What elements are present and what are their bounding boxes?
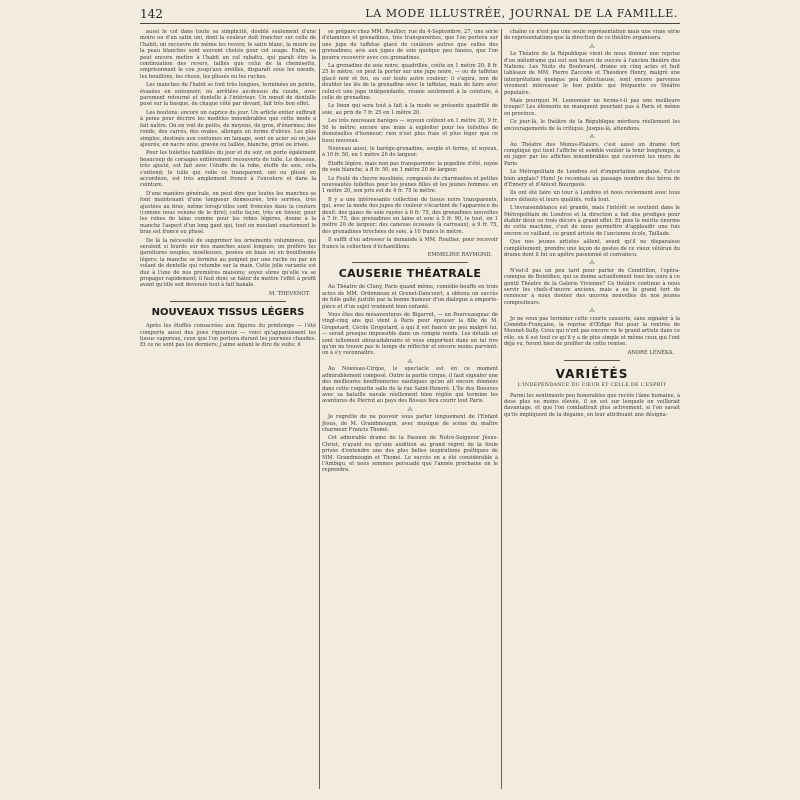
ornament-stars: ⁂: [589, 308, 595, 315]
section-separator: [352, 262, 468, 263]
column-right: [504, 29, 680, 420]
paragraph: Vous êtes des mésaventures de Bigarret, — un Pourceaugnac de vingt-cinq ans qui vient à Paris pour épouser la fille de M. Gropotard, Cécile Gropotard, à qui il est fiancé un peu malgré lui, — serait presque impossible dans un compte rendu. Les détails en sont tellement abracadabrants et vous emportent dans un tel rire qu'on ne trouve pas le temps de réfléchir et encore moins parvient-on à s'y reconnaître.: [322, 312, 498, 357]
paragraph: Le linon qui sera tout à fait à la mode se présente quadrillé de soie, au prix de 7 fr. 25 en 1 mètre 20.: [322, 103, 498, 116]
journal-title: LA MODE ILLUSTRÉE, JOURNAL DE LA FAMILLE.: [365, 7, 678, 20]
column-divider: [319, 29, 320, 789]
paragraph: Étoffe légère, mais non pas transparente: la popeline d'été, rayée de soie blanche, à 8 fr. 50, en 1 mètre 20 de largeur.: [322, 160, 498, 174]
section-title-varietes: VARIÉTÉS: [555, 367, 629, 382]
paragraph: Au Théatre des Menus-Plaisirs, c'est aussi un drame fort compliqué qui tient l'affiche et semble vouloir la tenir longtemps, à en juger par les affiches innombrables qui couvrent les murs de Paris.: [504, 141, 680, 167]
paragraph: chaîne ce n'est pas une seule représentation mais une vraie série de représentations que la direction de ce théâtre organisera.: [504, 29, 680, 42]
paragraph: aussi le col dans toute sa simplicité, doublé seulement d'une moire ou d'un satin uni, dont la couleur doit trancher sur celle de l'habit; on recouvre de même les revers; le satin blanc, la moire ou la peau blanches sont souvent choisis pour cet usage. Enfin, on peut encore mettre à l'habit un col rabattu, qui paraît être la continuation des revers, taillés que celui de la chemisette, emprisonnant le cou jusqu'aux oreilles, disparaît sous les nœuds, les bouillons, les choux, les plissés ou les ruches.: [140, 29, 316, 80]
paragraph: Je ne veux pas terminer cette courte causerie, sans signaler à la Comédie-Française, la reprise d'Œdipe Roi pour la rentrée de Mounet-Sully. Ceux qui n'ont pas encore vu le grand artiste dans ce rôle, où il est tout ce qu'il y a de plus simple et même ceux qui l'ont déjà vu, feront bien de profiter de cette remise.: [504, 315, 680, 348]
column-middle: [322, 29, 498, 476]
ornament-stars: ⁂: [589, 43, 595, 50]
page-header: [140, 7, 680, 21]
paragraph: Le Théatre de la République vient de nous donner une reprise d'un mélodrame qui eut son heure de succès à l'ancien théâtre des Nations. Les Nuits du Boulevard, drame en cinq actes et huit tableaux de MM. Pierre Zaccone et Théodore Henry, malgré une interprétation quelque peu défectueuse, sont encore parvenus vivement intéresser le bon public qui fréquente ce théâtre populaire.: [504, 51, 680, 96]
paragraph: Ce jour-là, le théâtre de la République méritera réellement les encouragements de la critique. Jusque-là, attendons.: [504, 119, 680, 132]
paragraph: Pour les toilettes habillées du jour et du soir, on porte également beaucoup de corsages entièrement recouverts de tulle. Le dessous, très ajusté, est fait avec l'étoffe de la robe, étoffe de soie, cela s'entend; le tulle qui voile ce transparent, uni ou plissé en accordéon, est très amplement froncé à l'encolure et dans la ceinture.: [140, 150, 316, 189]
paragraph: Au Théatre de Cluny, Paris quand même, comédie-bouffe en trois actes de MM. Ordonneau et Grenet-Dancourt, a obtenu un succès de folle gaîté justifié par la bonne humeur d'un dialogue à emporte-pièce et d'un sujet vraiment bien enfanté.: [322, 284, 498, 310]
paragraph: N'est-il pas un peu tard pour parler de Cendrillon, l'opéra-comique de Boieldieu, qui se donne actuellement tous les soirs à ce gentil Théatre de la Galerie Vivienne? Ce théâtre continue à nous servir les chefs-d'œuvre anciens, mais a eu le grand tort de renoncer à nous donner des œuvres nouvelles de nos jeunes compositeurs.: [504, 267, 680, 306]
article-signature: M. THEVENOT.: [268, 290, 310, 297]
section-separator: [170, 301, 286, 302]
paragraph: Je regrette de ne pouvoir vous parler longuement de l'Enfant Jésus, de M. Grandmougin, avec musique de scène du maître charmeur Francis Thomé.: [322, 414, 498, 433]
paragraph: Que nos jeunes artistes aillent, avant qu'il ne disparaisse complètement, prendre une leçon de gestes de ce vieux vétéran du drame dont il fut un apôtre passionné et convaincu.: [504, 239, 680, 258]
paragraph: De là la nécessité de supprimer les ornements volumineux, qui seraient si lourds sur des manches aussi longues; on préfère les garnitures souples, moelleuses, posées en biais ou en bouillonnés légers; la manche se termine au poignet par une ruche ou par un volant de dentelle qui retombe sur la main. Cette jolie variante est due à l'une de nos premières maisons; soyez sûres qu'elle va se propager rapidement; il faut donc se hâter de mettre l'effet à profit avant qu'elle soit devenue tout à fait banale.: [140, 237, 316, 289]
paragraph: Les boutons: encore un caprice du jour. Un article entier suffirait à peine pour décrire les modèles innombrables que cette mode a fait naître. On en voit de petits, de moyens, de gros, d'énormes; des ronds, des carrés, des ovales, allongés en forme d'olives. Les plus simples, destinés aux costumes en lainage, sont en acier ou en jais ajourés; en nacre unie, gravée ou taillée, blanche, grise ou irisée.: [140, 109, 316, 148]
paragraph: Le Foulé de chevre moulinée, composés de charmantes et petites nouveautés toilettes pour les jeunes filles et les jeunes femmes: en 1 mètre 20, son prix est de 4 fr. 75 le mètre.: [322, 175, 498, 195]
page-number: 142: [140, 7, 163, 21]
section-title-tissus: NOUVEAUX TISSUS LÉGERS: [151, 307, 305, 319]
section-subtitle: L'INDÉPENDANCE DU CŒUR ET CELLE DE L'ESPRIT: [517, 383, 667, 389]
paragraph: Les manches de l'habit se font très longues, terminées en pointe, évasées en entonnoir; ou arrêtées au-dessus du coude, avec parement retourné et dentelle à l'intérieur. Un nœud de dentelle posé sur la basque, de chaque côté par devant, fait très bon effet.: [140, 82, 316, 108]
article-signature: ANDRÉ LÉNÉKA.: [627, 349, 674, 356]
ornament-stars: ⁂: [407, 406, 413, 413]
paragraph: Il suffit d'en adresser la demande à MM. Roullier, pour recevoir franco la collection d'échantillons.: [322, 237, 498, 250]
header-rule: [140, 23, 680, 24]
paragraph: Mais pourquoi M. Lemonnier ne forme-t-il pas une meilleure troupe? Les éléments ne manquent pourtant pas à Paris et même en province.: [504, 98, 680, 117]
column-divider: [501, 29, 502, 789]
paragraph: Au Nouveau-Cirque, le spectacle est en ce moment admirablement composé. Outre la partie cirque, il faut signaler une des meilleures bouffonneries nautiques qu'on ait encore données dans cette coquette salle de la rue Saint-Honoré. L'Île des Boeuves avec sa bataille navale réellement bien réglée qui termine les aventures de Pierrot au pays des Bossus fera courir tout Paris.: [322, 366, 498, 405]
paragraph: D'une manière générale, on peut dire que toutes les manches se font maintenant d'une longueur démesurée, très serrées, très ajustées au bras, même lorsqu'elles sont froncées dans la couture (comme nous venons de le dire); cette façon, très en faveur, pour les robes de laine comme pour les robes légères, donne à la manche l'aspect d'un long gant qui, tout en moulant exactement le bras est froncé ou plissé.: [140, 190, 316, 236]
section-separator: [564, 360, 620, 361]
paragraph: Nouveau aussi, le barège-grenadine, souple et ferme, et soyeux, à 10 fr. 50, en 1 mètre 20 de largeur.: [322, 145, 498, 159]
paragraph: Les très nouveaux barèges — soyeux coûtent en 1 mètre 20, 9 fr. 50 le mètre; encore une mine à exploiter pour les toilettes de demoiselles d'honneur; rien n'est plus frais et plus léger que ce tissu nouveau.: [322, 118, 498, 144]
paragraph: Cet admirable drame de la Passion de Notre-Seigneur Jésus-Christ, n'ayant eu qu'une audition au grand regret de la foule privée d'entendre une des plus belles inspirations poétiques de MM. Grandmougin et Thomé. Le succès en a été considérable à l'Ambigu, et nous sommes persuadé que l'année prochaine on le reprendra.: [322, 435, 498, 474]
paragraph: Ils ont été faire un tour à Londres et nous reviennent avec tous leurs défauts et leurs qualités, voilà tout.: [504, 190, 680, 203]
ornament-stars: ⁂: [589, 134, 595, 141]
article-signature: EMMELINE RAYMOND.: [427, 252, 492, 258]
paragraph: La grenadine de soie noire, quadrillée, coûte en 1 mètre 20, 8 fr. 25 le mètre; on peut la porter sur une jupe noire, — ou de taffetas glacé noir et feu, ou sur toute autre couleur; il s'agira, non de doubler les lés de la grenadine avec le taffetas, mais de faire avec celui-ci une jupe indépendante, réunie seulement à la ceinture, à celle de grenadine.: [322, 63, 498, 102]
paragraph: Le Métropolitain de Londres est d'importation anglaise. Est-ce bien anglais? Hum! Je reconnais au passage nombre des héros de d'Ennery et d'Anicet Bourgeois.: [504, 169, 680, 188]
ornament-stars: ⁂: [407, 358, 413, 365]
ornament-stars: ⁂: [589, 260, 595, 267]
paragraph: Parmi les sentiments peu honorables que recèle l'âme humaine, à dose plus ou moins élevée, il en est sur lesquels on veillerait davantage, et que l'on combattrait plus activement, si l'on savait qu'ils impliquent de la dégaine, en leur attribuant une désigna-: [504, 392, 681, 418]
section-title-causerie: CAUSERIE THÉATRALE: [338, 267, 482, 281]
paragraph: Après les étoffes consacrées aux figures du printemps — l'été comporte aussi des joies rigoureux — voici qu'apparaissent les tissus vaporeux, ceux que l'on portera durant les journées chaudes. Et ce ne sont pas les derniers; j'aime autant le dire de suite; il: [140, 323, 316, 349]
column-left: [140, 29, 316, 351]
paragraph: L'invraisemblance est grande, mais l'intérêt se soutient dans le Métropolitain de Londres et la direction a fait des prodiges pour établir deux ou trois décors à grand effet. Et puis le mérite énorme de cette machine, c'est de nous permettre d'applaudir une fois encore ce vaillant, ce grand artiste de l'ancienne école, Taillade.: [504, 205, 680, 237]
paragraph: Il y a une intéressante collection de tissus noirs transparents, qui, avec la mode des jupes de couleur s'écartent de l'apparence du deuil: des gazes de soie rayées à 6 fr. 75, des grenadines nouvelles à 7 fr. 75, des grenadines en laine et soie à 5 fr. 90, le tout, en 1 mètre 20 de largeur; des canevas écossais (à carreaux), à 9 fr. 75, des grenadines brochées de soie, à 10 francs le mètre.: [322, 196, 498, 235]
paragraph: se prépare chez MM. Roullier, rue du 4-Septembre, 27, une série d'étamines et grenadines, très transparentes, que l'on portera sur une jupe de taffetas glacé de couleurs autres que celles des grenadines; avis aux jupes de soie quelque peu fanées, que l'on pourra recouvrir avec ces grenadines.: [322, 29, 498, 61]
